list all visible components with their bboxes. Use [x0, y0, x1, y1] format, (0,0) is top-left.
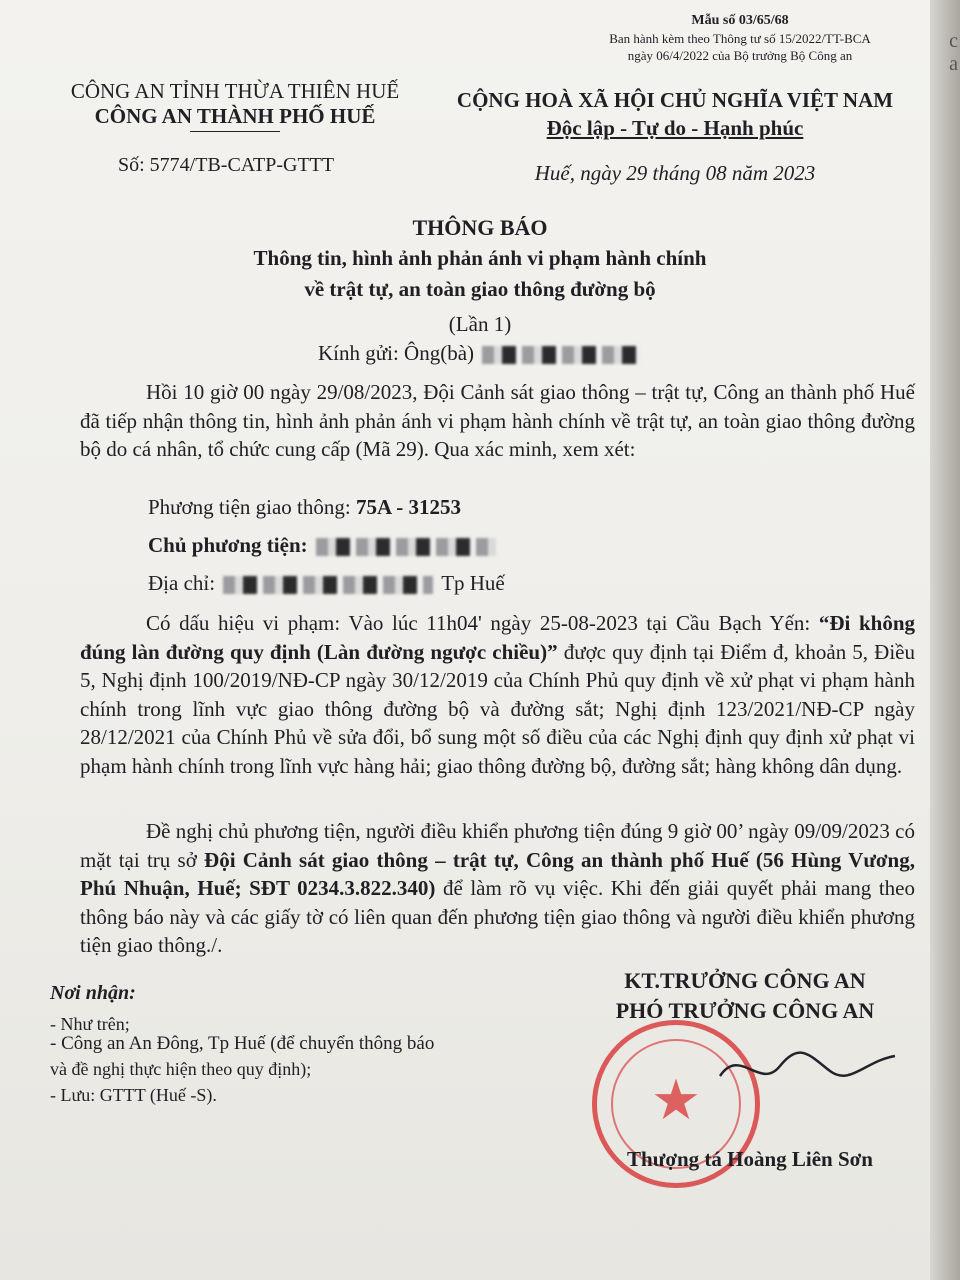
signature-title-2: PHÓ TRƯỞNG CÔNG AN — [615, 998, 875, 1023]
agency-parent: CÔNG AN TỈNH THỪA THIÊN HUẾ — [70, 79, 400, 103]
redacted-owner — [316, 538, 496, 556]
recipient-item: và đề nghị thực hiện theo quy định); — [50, 1059, 312, 1079]
document-number: Số: 5774/TB-CATP-GTTT — [118, 154, 335, 176]
recipient-line — [318, 341, 645, 366]
redacted-name — [482, 346, 642, 364]
vehicle-label: Phương tiện giao thông: — [148, 495, 356, 519]
signer-name: Thượng tá Hoàng Liên Sơn — [627, 1147, 873, 1171]
owner-label: Chủ phương tiện: — [148, 533, 308, 557]
violation-name: “Đi không đúng làn đường quy định (Làn đường ngược chiều)” — [80, 611, 916, 664]
address-tail: Tp Huế — [441, 571, 505, 595]
violation-paragraph — [80, 609, 915, 780]
vehicle-line — [148, 495, 461, 520]
form-issued-with: Ban hành kèm theo Thông tư số 15/2022/TT-BCA — [609, 31, 871, 46]
country-name: CỘNG HOÀ XÃ HỘI CHỦ NGHĨA VIỆT NAM — [456, 88, 894, 112]
notice-subtitle-2: về trật tự, an toàn giao thông đường bộ — [304, 277, 656, 301]
paper-edge: c a — [930, 0, 960, 1280]
agency-underline — [190, 131, 280, 132]
signature-title-1: KT.TRƯỞNG CÔNG AN — [624, 968, 866, 993]
form-number: Mẫu số 03/65/68 — [691, 13, 789, 28]
address-label: Địa chỉ: — [148, 571, 216, 595]
notice-title: THÔNG BÁO — [412, 215, 548, 240]
recipient-item: - Như trên; — [50, 1014, 130, 1034]
request-text-a: Đề nghị chủ phương tiện, người điều khiển phương tiện đúng 9 giờ 00’ ngày 09/09/2023 có mặt tại trụ sở — [80, 819, 915, 872]
official-seal: ★ — [592, 1020, 760, 1188]
recipient-label: Kính gửi: Ông(bà) — [318, 341, 475, 365]
form-issued-date: ngày 06/4/2022 của Bộ trưởng Bộ Công an — [627, 48, 853, 63]
recipient-item: - Lưu: GTTT (Huế -S). — [50, 1085, 217, 1105]
place-date: Huế, ngày 29 tháng 08 năm 2023 — [534, 161, 816, 185]
request-text-b: để làm rõ vụ việc. Khi đến giải quyết phải mang theo thông báo này và các giấy tờ có liên quan đến phương tiện giao thông và người điều khiển phương tiện giao thông./. — [80, 876, 916, 957]
request-paragraph — [80, 817, 915, 960]
recipients-title: Nơi nhận: — [50, 982, 136, 1004]
agency-name: CÔNG AN THÀNH PHỐ HUẾ — [94, 104, 376, 128]
notice-attempt: (Lần 1) — [448, 312, 512, 336]
owner-line — [148, 533, 499, 558]
recipient-item: - Công an An Đông, Tp Huế (để chuyển thông báo — [50, 1033, 435, 1054]
redacted-address — [223, 576, 433, 594]
national-motto: Độc lập - Tự do - Hạnh phúc — [546, 116, 804, 140]
violation-legal-basis: được quy định tại Điểm đ, khoản 5, Điều 5, Nghị định 100/2019/NĐ-CP ngày 30/12/2019 của Chính Phủ quy định về xử phạt vi phạm hành chính trong lĩnh vực giao thông đường bộ và đường sắt; Nghị định 123/2021/NĐ-CP ngày 28/12/2021 của Chính Phủ về sửa đổi, bổ sung một số điều của các Nghị định quy định xử phạt vi phạm hành chính trong lĩnh vực hàng hải; giao thông đường bộ, đường sắt; hàng không dân dụng. — [80, 639, 915, 778]
notice-subtitle-1: Thông tin, hình ảnh phản ánh vi phạm hành chính — [253, 246, 707, 270]
handwritten-signature — [700, 1036, 900, 1096]
vehicle-plate: 75A - 31253 — [355, 495, 461, 519]
body-intro: Hồi 10 giờ 00 ngày 29/08/2023, Đội Cảnh sát giao thông – trật tự, Công an thành phố Huế đã tiếp nhận thông tin, hình ảnh phản ánh vi phạm hành chính về trật tự, an toàn giao thông đường bộ do cá nhân, tổ chức cung cấp (Mã 29). Qua xác minh, xem xét: — [80, 380, 915, 461]
address-line — [148, 571, 505, 596]
request-office: Đội Cảnh sát giao thông – trật tự, Công an thành phố Huế (56 Hùng Vương, Phú Nhuận, Huế; SĐT 0234.3.822.340) — [80, 847, 915, 900]
violation-intro: Có dấu hiệu vi phạm: Vào lúc 11h04' ngày 25-08-2023 tại Cầu Bạch Yến: — [146, 611, 819, 635]
